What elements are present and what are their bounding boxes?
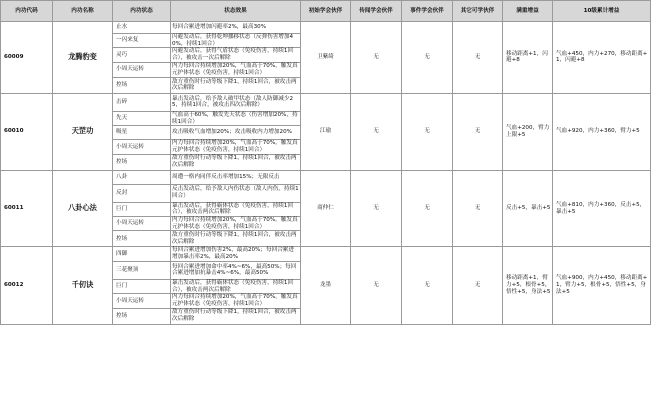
event-partner-cell: 无 — [402, 170, 453, 247]
effect-cell: 敌方重伤时行动等级下降1，持续1回合，被攻击两次后解除 — [171, 77, 301, 93]
other-partner-cell: 无 — [453, 247, 503, 324]
effect-cell: 内力每回合持续增加20%，气血高于70%，触发真元护体状态（免疫伤害，持续1回合） — [171, 294, 301, 308]
effect-cell: 内力每回合持续增加20%，气血高于70%，触发真元护体状态（免疫伤害，持续1回合） — [171, 140, 301, 154]
state-cell: 控场 — [113, 308, 171, 324]
effect-cell: 攻击吸收气血增加20%；攻击吸收内力增加20% — [171, 126, 301, 140]
initial-partner-cell: 江瑜 — [301, 93, 351, 170]
initial-partner-cell: 卫紫绮 — [301, 22, 351, 94]
state-cell: 四御 — [113, 247, 171, 261]
effect-cell: 闪避发动后，获得气盾状态（免疫伤害，持续1回合），被攻击一次后解除 — [171, 48, 301, 62]
lv10-gain-cell: 气血+810，内力+360，反击+5，暴击+5 — [553, 170, 651, 247]
other-partner-cell: 无 — [453, 170, 503, 247]
lv10-gain-cell: 气血+450，内力+270，移动距离+1，闪避+8 — [553, 22, 651, 94]
effect-cell: 周遭一格内同伴反击率增加15%；无限反击 — [171, 170, 301, 184]
skill-code-cell: 60009 — [1, 22, 53, 94]
header-initial-partner: 初始学会伙伴 — [301, 1, 351, 22]
other-partner-cell: 无 — [453, 22, 503, 94]
state-cell: 小周天运转 — [113, 294, 171, 308]
state-cell: 控场 — [113, 154, 171, 170]
effect-cell: 闪避发动后，获得乾坤挪移状态（反弹伤害增加40%，持续1回合） — [171, 34, 301, 48]
state-cell: 控场 — [113, 77, 171, 93]
header-lv10-gain: 10级累计增益 — [553, 1, 651, 22]
effect-cell: 敌方重伤时行动等级下降1，持续1回合，被攻击两次后解除 — [171, 231, 301, 247]
event-partner-cell: 无 — [402, 93, 453, 170]
other-partner-cell: 无 — [453, 93, 503, 170]
effect-cell: 暴击发动后，给予敌人破甲状态（敌人防御减少25，持续1回合，被攻击四次后解除） — [171, 93, 301, 111]
skill-name-cell: 龙腾豹变 — [53, 22, 113, 94]
full-gain-cell: 移动距离+1，闪避+8 — [503, 22, 553, 94]
table-row — [1, 247, 651, 261]
effect-cell: 内力每回合持续增加20%，气血高于70%，触发真元护体状态（免疫伤害，持续1回合） — [171, 217, 301, 231]
state-cell: 小周天运转 — [113, 217, 171, 231]
effect-cell: 反击发动后，给予敌人内伤状态（敌人内伤，持续1回合） — [171, 184, 301, 202]
table-body — [1, 22, 651, 325]
header-code: 内功代码 — [1, 1, 53, 22]
skill-name-cell: 天罡功 — [53, 93, 113, 170]
header-rumor-partner: 传闻学会伙伴 — [351, 1, 402, 22]
header-name: 内功名称 — [53, 1, 113, 22]
state-cell: 一闪来复 — [113, 34, 171, 48]
full-gain-cell: 移动距离+1，臂力+5，根骨+5，悟性+5，身法+5 — [503, 247, 553, 324]
header-row — [1, 1, 651, 22]
state-cell: 反封 — [113, 184, 171, 202]
full-gain-cell: 反击+5，暴击+5 — [503, 170, 553, 247]
state-cell: 击碎 — [113, 93, 171, 111]
rumor-partner-cell: 无 — [351, 22, 402, 94]
effect-cell: 暴击发动后，获得霸体状态（免疫伤害，持续1回合），被攻击两次后解除 — [171, 279, 301, 293]
state-cell: 巨门 — [113, 279, 171, 293]
effect-cell: 敌方重伤时行动等级下降1，持续1回合，被攻击两次后解除 — [171, 308, 301, 324]
event-partner-cell: 无 — [402, 22, 453, 94]
effect-cell: 每回合累进增加命中率4%~6%，最高50%；每回合累进增加抗暴击4%~6%，最高50% — [171, 261, 301, 279]
effect-cell: 每回合累进增加闪避率2%，最高30% — [171, 22, 301, 34]
effect-cell: 每回合累进增加伤害2%，最高20%；每回合累进增加暴击率2%，最高20% — [171, 247, 301, 261]
skill-name-cell: 八卦心法 — [53, 170, 113, 247]
state-cell: 巨门 — [113, 202, 171, 216]
header-effect: 状态效果 — [171, 1, 301, 22]
header-state: 内功状态 — [113, 1, 171, 22]
state-cell: 小周天运转 — [113, 62, 171, 77]
skill-name-cell: 千仞诀 — [53, 247, 113, 324]
event-partner-cell: 无 — [402, 247, 453, 324]
state-cell: 先天 — [113, 111, 171, 125]
rumor-partner-cell: 无 — [351, 247, 402, 324]
state-cell: 灵巧 — [113, 48, 171, 62]
state-cell: 小周天运转 — [113, 140, 171, 154]
effect-cell: 气血高于60%，触发先天状态（伤害增加20%，持续1回合） — [171, 111, 301, 125]
state-cell: 控场 — [113, 231, 171, 247]
initial-partner-cell: 龙墨 — [301, 247, 351, 324]
state-cell: 止水 — [113, 22, 171, 34]
header-other-partner: 其它可学伙伴 — [453, 1, 503, 22]
full-gain-cell: 气血+200，臂力上限+5 — [503, 93, 553, 170]
table-row — [1, 22, 651, 34]
table-row — [1, 170, 651, 184]
state-cell: 八卦 — [113, 170, 171, 184]
rumor-partner-cell: 无 — [351, 170, 402, 247]
skill-code-cell: 60010 — [1, 93, 53, 170]
effect-cell: 敌方重伤时行动等级下降1，持续1回合，被攻击两次后解除 — [171, 154, 301, 170]
lv10-gain-cell: 气血+920，内力+360，臂力+5 — [553, 93, 651, 170]
header-event-partner: 事件学会伙伴 — [402, 1, 453, 22]
state-cell: 三花聚顶 — [113, 261, 171, 279]
table-row — [1, 93, 651, 111]
initial-partner-cell: 商仲仁 — [301, 170, 351, 247]
effect-cell: 内力每回合持续增加20%，气血高于70%，触发真元护体状态（免疫伤害，持续1回合） — [171, 62, 301, 77]
skill-code-cell: 60012 — [1, 247, 53, 324]
lv10-gain-cell: 气血+900，内力+450，移动距离+1，臂力+5，根骨+5，悟性+5，身法+5 — [553, 247, 651, 324]
state-cell: 吸星 — [113, 126, 171, 140]
effect-cell: 暴击发动后，获得霸体状态（免疫伤害，持续1回合），被攻击两次后解除 — [171, 202, 301, 216]
skill-code-cell: 60011 — [1, 170, 53, 247]
header-full-gain: 满重增益 — [503, 1, 553, 22]
rumor-partner-cell: 无 — [351, 93, 402, 170]
